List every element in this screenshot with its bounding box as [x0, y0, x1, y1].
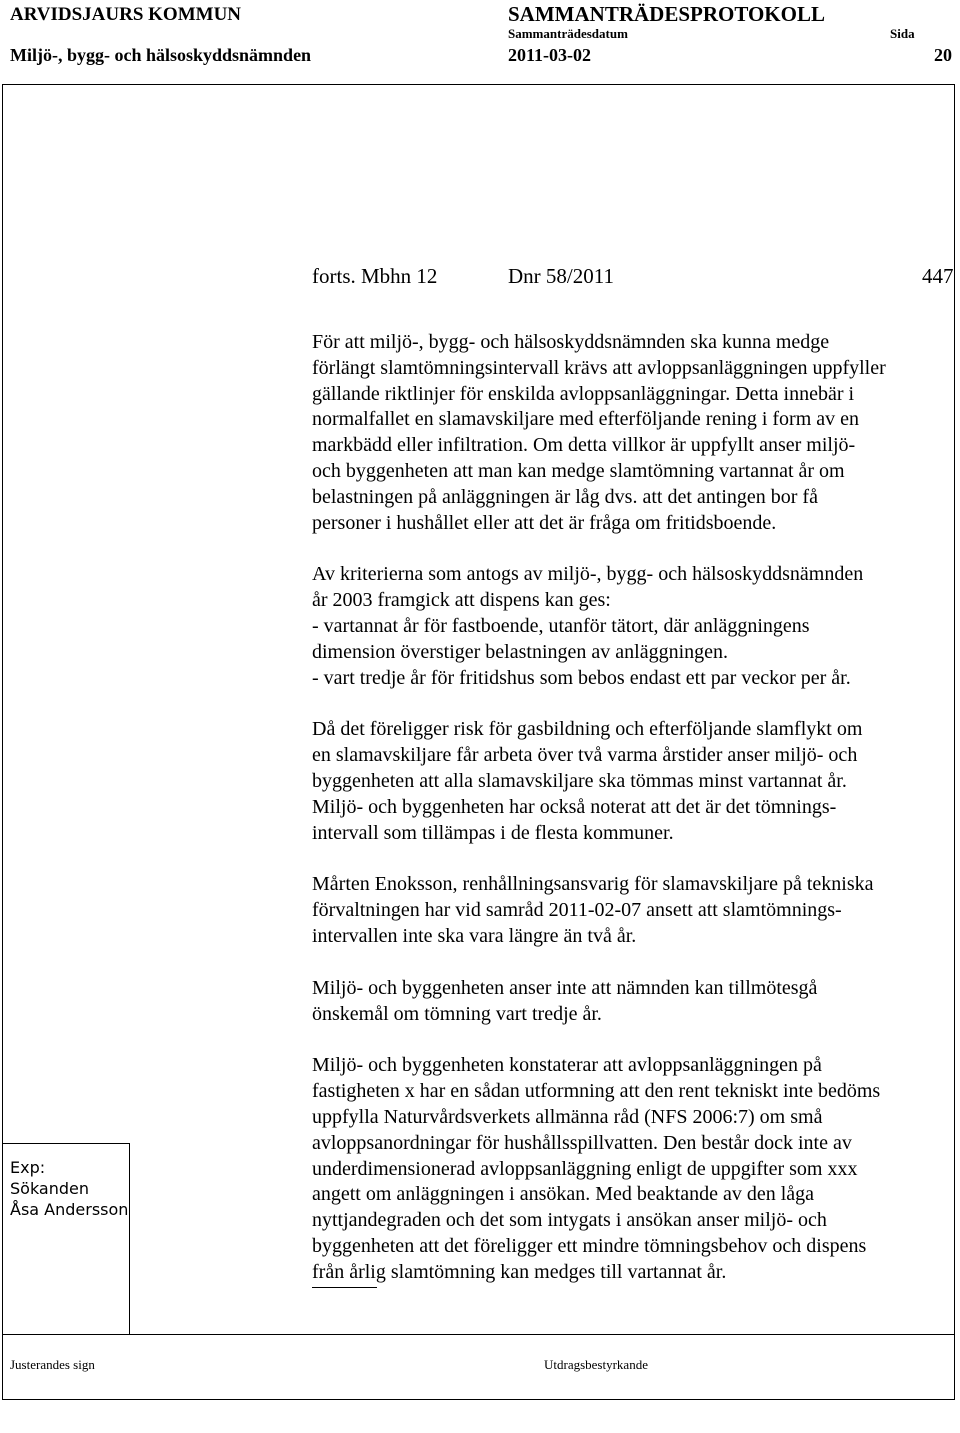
- meeting-date: 2011-03-02: [508, 45, 591, 65]
- text-line: byggenheten att det föreligger ett mindre tömningsbehov och dispens: [312, 1234, 867, 1257]
- extract-certification-label: Utdragsbestyrkande: [544, 1357, 648, 1372]
- committee-name: Miljö-, bygg- och hälsoskyddsnämnden: [10, 45, 312, 65]
- text-line: Av kriterierna som antogs av miljö-, bygg- och hälsoskyddsnämnden: [312, 563, 864, 586]
- paragraph-2: [312, 562, 952, 691]
- text-line: personer i hushållet eller att det är fråga om fritidsboende.: [312, 511, 777, 534]
- text-line: Mårten Enoksson, renhållningsansvarig för slamavskiljare på tekniska: [312, 873, 874, 896]
- text-line: Miljö- och byggenheten anser inte att nämnden kan tillmötesgå: [312, 976, 818, 999]
- organization-name: ARVIDSJAURS KOMMUN: [10, 4, 242, 25]
- protocol-body: [312, 330, 952, 1312]
- paragraph-5: [312, 976, 952, 1028]
- text-line: en slamavskiljare får arbeta över två varma årstider anser miljö- och: [312, 744, 858, 767]
- text-line: gällande riktlinjer för enskilda avloppsanläggningar. Detta innebär i: [312, 382, 855, 405]
- text-line: - vartannat år för fastboende, utanför tätort, där anläggningens: [312, 614, 810, 637]
- text-line: och byggenheten att man kan medge slamtömning vartannat år om: [312, 459, 845, 482]
- text-line: avloppsanordningar för hushållsspillvatten. Den består dock inte av: [312, 1131, 852, 1154]
- distribution-list: [10, 1157, 128, 1220]
- case-number: Dnr 58/2011: [508, 264, 614, 288]
- text-line: uppfylla Naturvårdsverkets allmänna råd (NFS 2006:7) om små: [312, 1105, 823, 1128]
- text-line: angett om anläggningen i ansökan. Med beaktande av den låga: [312, 1183, 815, 1206]
- closing-divider: [312, 1287, 377, 1288]
- page-number: 20: [934, 45, 952, 65]
- text-line: nyttjandegraden och det som intygats i ansökan anser miljö- och: [312, 1209, 827, 1232]
- paragraph-4: [312, 872, 952, 949]
- text-line: dimension överstiger belastningen av anläggningen.: [312, 640, 729, 663]
- exp-label: Exp:: [10, 1158, 46, 1177]
- text-line: underdimensionerad avloppsanläggning enligt de uppgifter som xxx: [312, 1157, 858, 1180]
- text-line: intervallen inte ska vara längre än två år.: [312, 924, 637, 947]
- text-line: intervall som tillämpas i de flesta kommuner.: [312, 821, 674, 844]
- text-line: förlängt slamtömningsintervall krävs att avloppsanläggningen uppfyller: [312, 356, 886, 379]
- signature-footer-box: [2, 1334, 955, 1400]
- text-line: från årlig slamtömning kan medges till vartannat år.: [312, 1260, 727, 1283]
- text-line: år 2003 framgick att dispens kan ges:: [312, 589, 611, 612]
- text-line: förvaltningen har vid samråd 2011-02-07 ansett att slamtömnings-: [312, 899, 842, 922]
- paragraph-number: 447: [922, 264, 954, 288]
- meeting-date-label: Sammanträdesdatum: [508, 26, 628, 41]
- text-line: belastningen på anläggningen är låg dvs. att det antingen bor få: [312, 485, 818, 508]
- paragraph-1: [312, 330, 952, 536]
- page-label: Sida: [890, 26, 915, 41]
- adjusters-sign-label: Justerandes sign: [10, 1357, 95, 1372]
- text-line: byggenheten att alla slamavskiljare ska tömmas minst vartannat år.: [312, 769, 847, 792]
- text-line: - vart tredje år för fritidshus som bebos endast ett par veckor per år.: [312, 666, 851, 689]
- text-line: normalfallet en slamavskiljare med efterföljande rening i form av en: [312, 408, 860, 431]
- text-line: önskemål om tömning vart tredje år.: [312, 1002, 602, 1025]
- text-line: markbädd eller infiltration. Om detta villkor är uppfyllt anser miljö-: [312, 434, 856, 457]
- text-line: Miljö- och byggenheten konstaterar att avloppsanläggningen på: [312, 1054, 822, 1077]
- document-type-title: SAMMANTRÄDESPROTOKOLL: [508, 2, 825, 26]
- paragraph-3: [312, 717, 952, 846]
- recipient-person: Åsa Andersson: [10, 1200, 129, 1219]
- text-line: Då det föreligger risk för gasbildning och efterföljande slamflykt om: [312, 718, 863, 741]
- section-reference: forts. Mbhn 12: [312, 264, 438, 288]
- text-line: För att miljö-, bygg- och hälsoskyddsnämnden ska kunna medge: [312, 331, 830, 353]
- recipient-applicant: Sökanden: [10, 1179, 90, 1198]
- text-line: Miljö- och byggenheten har också noterat att det är det tömnings-: [312, 795, 837, 818]
- text-line: fastigheten x har en sådan utformning att den rent tekniskt inte bedöms: [312, 1080, 881, 1103]
- paragraph-6: [312, 1053, 952, 1285]
